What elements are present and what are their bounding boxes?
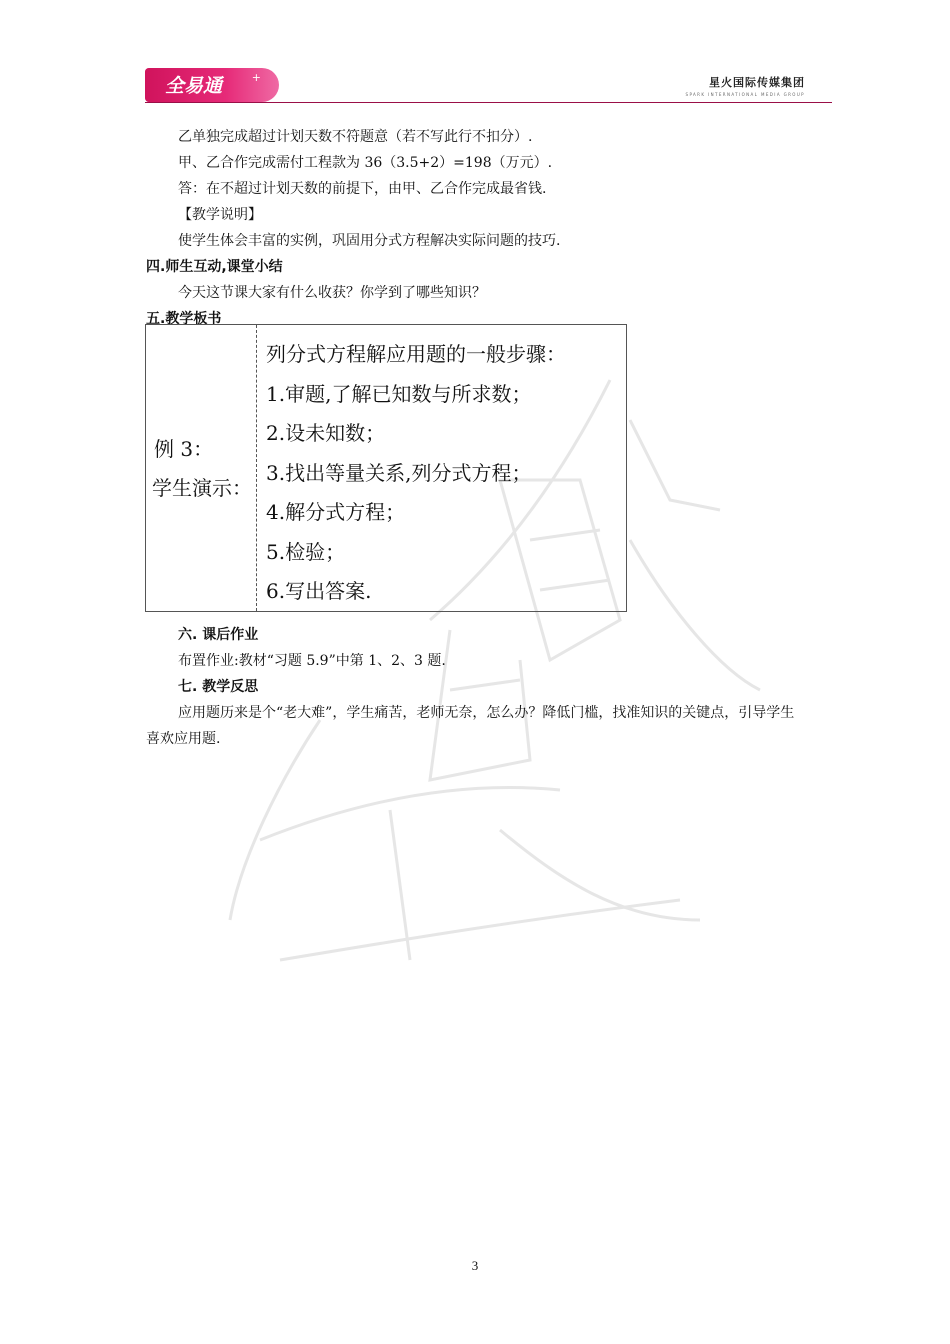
page-number: 3 — [471, 1258, 479, 1273]
board-step: 1.审题,了解已知数与所求数； — [266, 381, 532, 406]
text-line: 答：在不超过计划天数的前提下，由甲、乙合作完成最省钱. — [178, 181, 547, 197]
logo-mark: + — [251, 71, 261, 84]
section-heading: 七. 教学反思 — [178, 679, 259, 695]
reflection-paragraph: 应用题历来是个“老大难”，学生痛苦，老师无奈，怎么办？降低门槛，找准知识的关键点，引导学生喜欢应用题. — [146, 705, 795, 747]
text-line: 今天这节课大家有什么收获？你学到了哪些知识？ — [178, 285, 486, 301]
logo-text: 全易通 — [165, 75, 223, 97]
board-step: 3.找出等量关系,列分式方程； — [266, 460, 532, 485]
section-heading: 四.师生互动,课堂小结 — [146, 259, 283, 275]
board-step: 4.解分式方程； — [266, 500, 406, 524]
board-demo-label: 学生演示： — [152, 476, 252, 500]
document-body — [146, 124, 806, 332]
text-line: 布置作业:教材“习题 5.9”中第 1、2、3 题. — [178, 653, 446, 669]
board-left-column — [146, 325, 257, 611]
board-step: 5.检验； — [266, 539, 346, 564]
board-step: 2.设未知数； — [266, 421, 386, 445]
board-step: 列分式方程解应用题的一般步骤： — [266, 342, 566, 366]
teaching-note-label: 【教学说明】 — [178, 207, 262, 223]
board-steps — [266, 335, 566, 612]
section-heading: 五.教学板书 — [146, 311, 222, 327]
header-divider — [145, 102, 832, 103]
document-body-lower — [146, 622, 806, 752]
board-step: 6.写出答案. — [266, 579, 372, 603]
publisher-name-en: SPARK INTERNATIONAL MEDIA GROUP — [685, 92, 805, 97]
publisher-brand — [686, 74, 805, 97]
brand-logo — [145, 68, 279, 102]
board-example-label: 例 3： — [154, 437, 214, 461]
publisher-name-cn: 星火国际传媒集团 — [709, 76, 805, 89]
text-line: 使学生体会丰富的实例，巩固用分式方程解决实际问题的技巧. — [178, 233, 561, 249]
section-heading: 六. 课后作业 — [178, 627, 259, 643]
text-line: 甲、乙合作完成需付工程款为 36（3.5+2）=198（万元）. — [178, 155, 553, 171]
text-line: 乙单独完成超过计划天数不符题意（若不写此行不扣分）. — [178, 129, 533, 145]
blackboard-layout — [145, 324, 627, 612]
